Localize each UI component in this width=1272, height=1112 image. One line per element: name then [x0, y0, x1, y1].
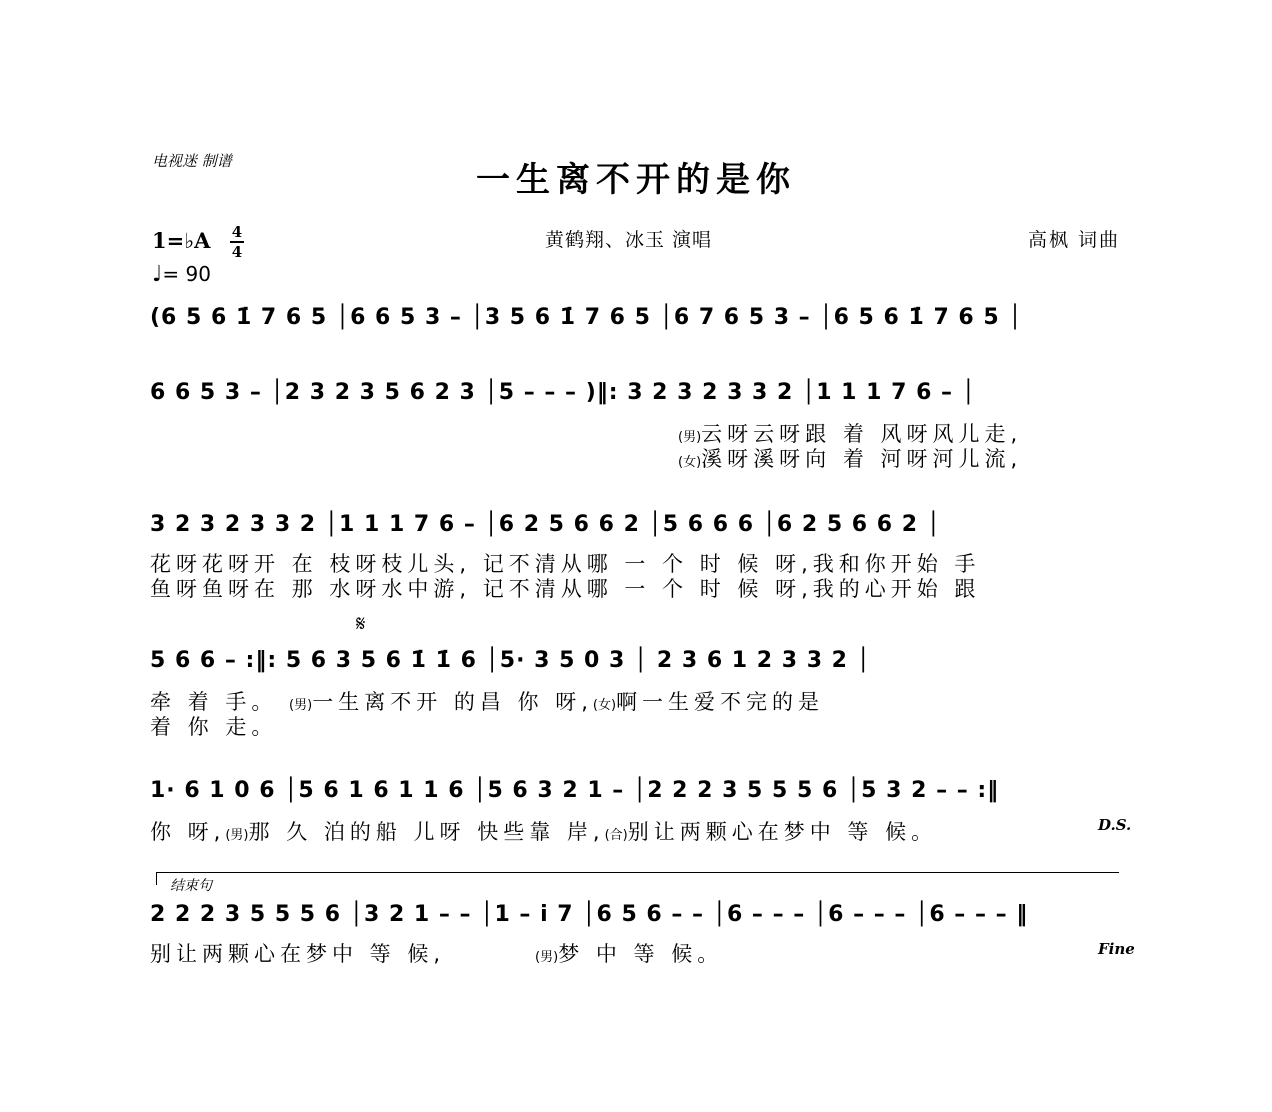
dal-segno-marking: D.S. — [1098, 816, 1132, 834]
score-credit: 电视迷 制谱 — [152, 152, 232, 170]
quarter-note-icon: ♩ — [152, 262, 163, 287]
ending-bracket — [156, 872, 1119, 885]
lyric-prefix: (男) — [289, 698, 313, 713]
lyric-line-2-verse-2 — [678, 443, 1138, 473]
lyric-text: 牵 着 手。 — [150, 690, 278, 714]
fine-marking: Fine — [1098, 940, 1135, 958]
tempo-value: = 90 — [162, 262, 211, 286]
time-signature-bottom: 4 — [231, 243, 243, 261]
staff-line-6: 2 2 2 3 5 5 5 6 │3 2 1 – – │1 – i 7 │6 5 6 – – │6 – – – │6 – – – │6 – – – ‖ — [150, 902, 1029, 927]
staff-line-4: 5 6 6 – :‖: 5 6 3 5 6 1̇ 1̇ 6 │5· 3 5 0 3 │ 2 3 6 1 2 3 3 2 │ — [150, 648, 871, 673]
staff-line-1: (6 5 6 1̇ 7 6 5 │6 6 5 3 – │3 5 6 1̇ 7 6 5 │6 7 6 5 3 – │6 5 6 1̇ 7 6 5 │ — [150, 305, 1023, 330]
staff-line-3: 3 2 3 2 3 3 2 │1 1 1 7 6 – │6 2 5 6 6 2 │5 6 6 6 │6 2 5 6 6 2 │ — [150, 512, 941, 537]
lyric-text: 云呀云呀跟 着 风呀风儿走, — [701, 422, 1023, 446]
time-signature-top: 4 — [231, 223, 243, 241]
lyric-text: 一生离不开 的昌 你 呀, — [312, 690, 593, 714]
lyric-text: 你 呀, — [150, 820, 226, 844]
key-signature: 1=♭A — [152, 228, 211, 253]
staff-line-5: 1· 6 1 0 6 │5 6 1 6 1 1 6 │5 6 3 2 1 – │2 2 2 3 5 5 5 6 │5 3 2 – – :‖ — [150, 778, 1000, 803]
segno-sign: 𝄋 — [356, 612, 366, 637]
song-title: 一生离不开的是你 — [476, 160, 796, 200]
lyric-text: 那 久 泊的船 儿呀 快些靠 岸, — [248, 820, 605, 844]
time-signature — [230, 224, 244, 260]
lyric-prefix: (合) — [604, 828, 628, 843]
lyric-text: 别让两颗心在梦中 等 候, — [150, 942, 446, 966]
lyric-text: 溪呀溪呀向 着 河呀河儿流, — [701, 447, 1023, 471]
lyric-line-3-verse-2: 鱼呀鱼呀在 那 水呀水中游, 记不清从哪 一 个 时 候 呀,我的心开始 跟 — [150, 577, 981, 601]
lyric-line-6 — [150, 938, 1090, 968]
lyric-prefix: (男) — [225, 828, 249, 843]
lyric-prefix: (女) — [678, 455, 702, 470]
lyric-line-5 — [150, 816, 1100, 846]
tempo-marking — [152, 262, 211, 287]
composer: 高枫 词曲 — [1028, 229, 1121, 251]
lyric-prefix: (男) — [535, 950, 559, 965]
singers: 黄鹤翔、冰玉 演唱 — [545, 229, 713, 251]
lyric-line-4-verse-2: 着 你 走。 — [150, 715, 278, 739]
lyric-line-3-verse-1: 花呀花呀开 在 枝呀枝儿头, 记不清从哪 一 个 时 候 呀,我和你开始 手 — [150, 552, 981, 576]
staff-line-2: 6 6 5 3 – │2 3 2 3 5 6 2 3 │5 – – – )‖: 3 2 3 2 3 3 2 │1 1 1 7 6 – │ — [150, 380, 976, 405]
lyric-prefix: (男) — [678, 430, 702, 445]
lyric-text: 啊一生爱不完的是 — [616, 690, 825, 714]
lyric-text: 别让两颗心在梦中 等 候。 — [627, 820, 938, 844]
lyric-text: 梦 中 等 候。 — [558, 942, 724, 966]
lyric-prefix: (女) — [592, 698, 617, 713]
ending-label: 结束句 — [170, 878, 212, 894]
